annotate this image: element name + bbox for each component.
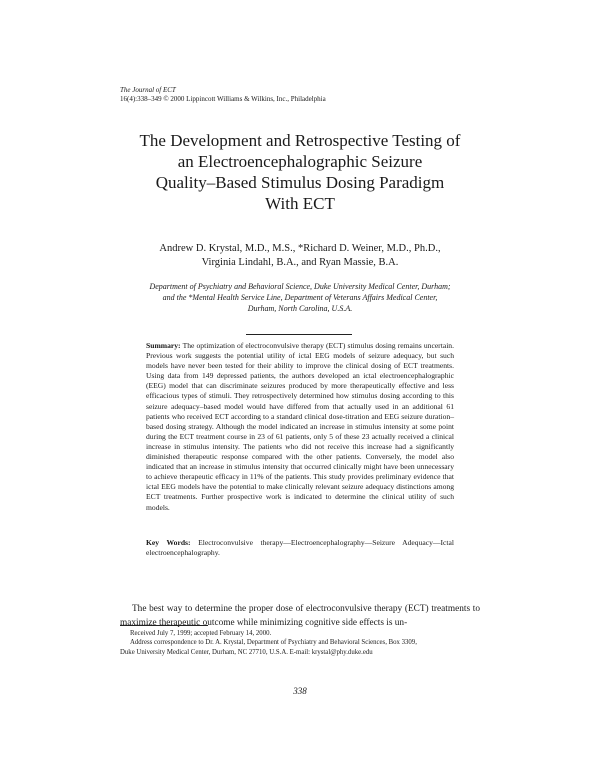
journal-name: The Journal of ECT <box>120 86 176 94</box>
author-line: Virginia Lindahl, B.A., and Ryan Massie, B.A. <box>201 256 399 268</box>
abstract-label: Summary: <box>146 341 181 350</box>
section-divider <box>246 334 352 335</box>
abstract-text: The optimization of electroconvulsive therapy (ECT) stimulus dosing remains uncertain. Previous work suggests the potential utility of ictal EEG models of seizure adequacy, but such models have never been tested for their ability to improve the clinical dosing of ECT treatments. Using data from 149 depressed patients, the authors developed an ictal electroencephalographic (EEG) model that can discriminate seizures produced by more therapeutically effective and less efficacious types of stimuli. They retrospectively determined how stimulus dosing according to this seizure adequacy–based model would have differed from that actually used in an additional 61 patients who received ECT according to a standard clinical dose-titration and EEG seizure duration–based dosing strategy. Although the model indicated an increase in stimulus intensity at some point during the ECT treatment course in 23 of 61 patients, only 5 of these 23 actually received a clinical increase in stimulus intensity. The patients who did not receive this increase had a significantly diminished therapeutic response compared with the other patients. Conversely, the model also indicated that an increase in stimulus intensity that occurred clinically might have been unnecessary to achieve therapeutic efficacy in 11% of the patients. This study provides preliminary evidence that ictal EEG models have the potential to make clinically relevant seizure adequacy distinctions among ECT treatments. Further prospective work is indicated to determine the clinical utility of such models. <box>146 341 454 512</box>
abstract <box>146 341 454 513</box>
affiliation-line: Department of Psychiatry and Behavioral Science, Duke University Medical Center, Durham; <box>149 282 451 291</box>
title-line: The Development and Retrospective Testing of <box>139 131 461 150</box>
page-number: 338 <box>293 686 307 696</box>
received-note: Received July 7, 1999; accepted February 14, 2000. <box>130 630 272 637</box>
keywords-text: Electroconvulsive therapy—Electroencephalography—Seizure Adequacy—Ictal electroencephalography. <box>146 538 455 558</box>
title-line: Quality–Based Stimulus Dosing Paradigm <box>155 173 445 192</box>
journal-header <box>120 86 326 104</box>
title-line: an Electroencephalographic Seizure <box>177 152 423 171</box>
correspondence-note: Address correspondence to Dr. A. Krystal, Department of Psychiatry and Behavioral Sciences, Box 3309, <box>130 639 417 647</box>
affiliations <box>100 281 500 314</box>
footnotes <box>120 629 480 657</box>
keywords-label: Key Words: <box>146 538 191 547</box>
title-line: With ECT <box>265 194 335 213</box>
correspondence-note-continued: Duke University Medical Center, Durham, NC 27710, U.S.A. E-mail: krystal@phy.duke.edu <box>120 648 373 656</box>
affiliation-line: Durham, North Carolina, U.S.A. <box>247 304 353 313</box>
keywords <box>146 538 454 558</box>
paper-title <box>100 130 500 214</box>
author-list <box>100 242 500 269</box>
footnote-divider <box>120 625 208 626</box>
journal-citation: 16(4):338–349 © 2000 Lippincott Williams & Wilkins, Inc., Philadelphia <box>120 95 326 103</box>
author-line: Andrew D. Krystal, M.D., M.S., *Richard D. Weiner, M.D., Ph.D., <box>159 243 441 254</box>
affiliation-line: and the *Mental Health Service Line, Department of Veterans Affairs Medical Center, <box>162 293 438 302</box>
body-paragraph: The best way to determine the proper dose of electroconvulsive therapy (ECT) treatments to maximize therapeutic outcome while minimizing cognitive side effects is un- <box>120 604 480 628</box>
